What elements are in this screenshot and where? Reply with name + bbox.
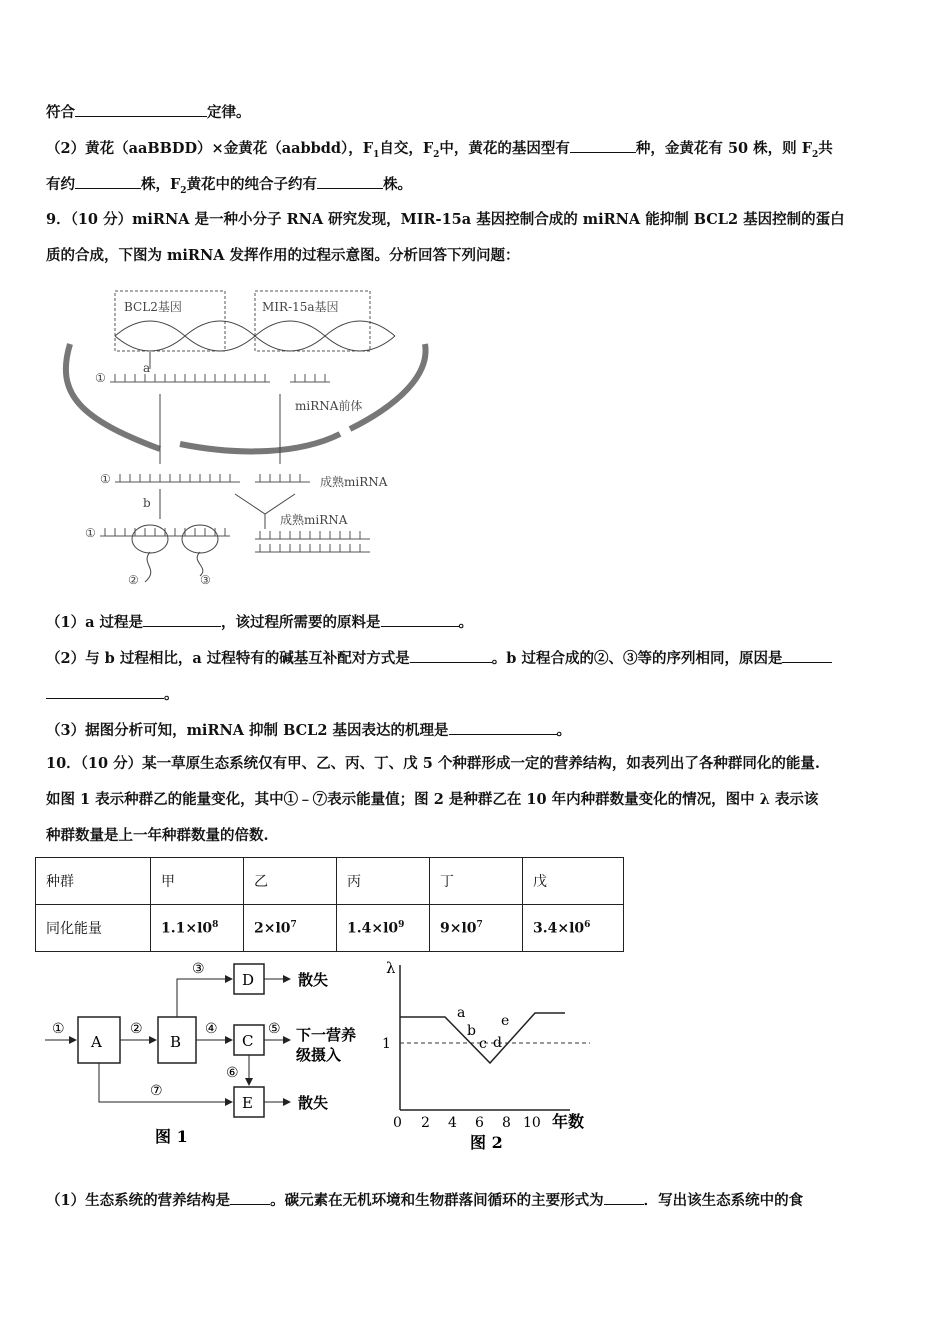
x-tick-label: 4: [448, 1115, 457, 1131]
box-a-label: A: [91, 1033, 102, 1051]
mirna-diagram: [40, 284, 440, 594]
energy-flow-diagram: [40, 955, 370, 1150]
mirna-precursor-strand: [290, 374, 330, 382]
q8-part2-line-1: （2）黄花（aaBBDD）×金黄花（aabbdd），$F_1$自交，$F_2$中，黄花的基因型有 种，金黄花有 50 株，则 $F_2$共: [46, 140, 833, 160]
table-header-cell: 戊: [523, 858, 624, 905]
table-row: [36, 905, 624, 952]
point-c-label: c: [479, 1036, 487, 1052]
q9-sub2-line-2: 。: [46, 684, 179, 705]
box-b-label: B: [170, 1033, 182, 1051]
loss-label-e: 散失: [298, 1094, 329, 1112]
blank-reason-2[interactable]: [46, 684, 164, 699]
mirna-mrna-complex: [255, 531, 370, 539]
flow-6-label: ⑥: [226, 1065, 239, 1081]
bcl2-mrna-strand: [110, 374, 270, 382]
x-tick-label: 0: [393, 1115, 402, 1131]
dna-helix-strand: [115, 321, 255, 351]
nuclear-envelope: [350, 344, 426, 429]
box-d-label: D: [242, 971, 255, 989]
flow-7-arrow: [99, 1063, 232, 1102]
q10-stem-line-3: 种群数量是上一年种群数量的倍数.: [46, 827, 269, 844]
next-level-label: 下一营养: [296, 1026, 357, 1044]
nuclear-envelope: [66, 344, 160, 449]
q8-line-1: 符合 定律。: [46, 104, 251, 121]
mature-mirna-strand: [255, 474, 310, 482]
blank-trophic-structure[interactable]: [230, 1190, 270, 1205]
point-e-label: e: [501, 1013, 510, 1029]
blank-carbon-form[interactable]: [604, 1190, 644, 1205]
flow-5-label: ⑤: [268, 1021, 281, 1037]
blank-raw-material[interactable]: [381, 612, 459, 627]
table-header-cell: 丙: [337, 858, 430, 905]
bcl2-mrna-cytoplasm: [115, 474, 240, 482]
flow-4-label: ④: [205, 1021, 218, 1037]
q8-part2-line-2: 有约 株，$F_2$黄花中的纯合子约有 株。: [46, 176, 413, 196]
flow-7-label: ⑦: [150, 1083, 163, 1099]
flow-3-label: ③: [192, 961, 205, 977]
flow-3-arrow: [177, 979, 232, 1017]
table-row-label: 同化能量: [36, 905, 151, 952]
blank-law[interactable]: [75, 102, 207, 117]
blank-homozygote-count[interactable]: [317, 174, 383, 189]
energy-table: [35, 857, 624, 952]
bcl2-gene-label: BCL2基因: [124, 300, 182, 314]
table-row: [36, 858, 624, 905]
circle-1-label: ①: [95, 371, 106, 385]
x-tick-label: 6: [475, 1115, 484, 1131]
mir15a-gene-label: MIR-15a基因: [262, 300, 339, 314]
q9-stem-line-2: 质的合成，下图为 miRNA 发挥作用的过程示意图。分析回答下列问题：: [46, 247, 520, 264]
table-cell: $1.1\times l0^8$: [151, 905, 244, 952]
blank-process-a[interactable]: [143, 612, 221, 627]
box-c-label: C: [242, 1032, 254, 1050]
y-axis-label: λ: [386, 959, 396, 977]
flow-2-label: ②: [130, 1021, 143, 1037]
box-e-label: E: [242, 1094, 253, 1112]
circle-1-label-cytoplasm: ①: [100, 472, 111, 486]
dna-helix-strand: [255, 321, 395, 351]
loss-label-d: 散失: [298, 971, 329, 989]
process-b-label: b: [143, 496, 151, 510]
q10-stem-line-1: 10．（10 分）某一草原生态系统仅有甲、乙、丙、丁、戊 5 个种群形成一定的营养结构，如表列出了各种群同化的能量.: [46, 755, 820, 772]
q9-sub3: （3）据图分析可知，miRNA 抑制 BCL2 基因表达的机理是 。: [46, 722, 571, 739]
flow-1-label: ①: [52, 1021, 65, 1037]
blank-reason-1[interactable]: [782, 648, 832, 663]
table-cell: $9\times l0^7$: [430, 905, 523, 952]
translating-mrna: [100, 528, 230, 536]
ribosome: [132, 525, 168, 553]
blank-mechanism[interactable]: [449, 720, 557, 735]
blank-yellow-count[interactable]: [75, 174, 141, 189]
q9-stem-line-1: 9．（10 分）miRNA 是一种小分子 RNA 研究发现，MIR-15a 基因控制合成的 miRNA 能抑制 BCL2 基因控制的蛋白: [46, 211, 845, 228]
q9-sub1: （1）a 过程是 ，该过程所需要的原料是 。: [46, 614, 474, 631]
nuclear-envelope: [180, 434, 340, 451]
circle-2-label: ②: [128, 573, 139, 587]
table-cell: $3.4\times l0^6$: [523, 905, 624, 952]
x-tick-label: 2: [421, 1115, 430, 1131]
peptide-chain: [145, 552, 151, 582]
table-header-cell: 甲: [151, 858, 244, 905]
table-cell: $1.4\times l0^9$: [337, 905, 430, 952]
circle-3-label: ③: [200, 573, 211, 587]
next-level-label-2: 级摄入: [296, 1046, 342, 1064]
x-tick-label: 8: [502, 1115, 511, 1131]
point-b-label: b: [467, 1023, 476, 1039]
q10-stem-line-2: 如图 1 表示种群乙的能量变化，其中①﹣⑦表示能量值；图 2 是种群乙在 10 年内种群数量变化的情况，图中 λ 表示该: [46, 791, 819, 808]
blank-base-pairing[interactable]: [410, 648, 492, 663]
table-header-cell: 乙: [244, 858, 337, 905]
table-header-cell: 丁: [430, 858, 523, 905]
mirna-mrna-complex: [255, 544, 370, 552]
circle-1-label-ribosome: ①: [85, 526, 96, 540]
point-d-label: d: [493, 1035, 502, 1051]
blank-genotype-count[interactable]: [570, 138, 636, 153]
mirna-precursor-label: miRNA前体: [295, 399, 363, 413]
mature-mirna-label: 成熟miRNA: [320, 475, 388, 489]
table-cell: $2\times l0^7$: [244, 905, 337, 952]
lambda-chart: [375, 955, 605, 1155]
ribosome: [182, 525, 218, 553]
q10-sub1: （1）生态系统的营养结构是 。碳元素在无机环境和生物群落间循环的主要形式为 ．写出该生态系统中的食: [46, 1192, 804, 1209]
mature-mirna-label-2: 成熟miRNA: [280, 513, 348, 527]
point-a-label: a: [457, 1005, 466, 1021]
x-axis-label: 年数: [552, 1112, 585, 1131]
x-tick-label: 10: [523, 1115, 541, 1131]
process-a-label: a: [143, 361, 151, 375]
figure-2-caption: 图 2: [470, 1133, 503, 1152]
table-header-cell: 种群: [36, 858, 151, 905]
figure-1-caption: 图 1: [155, 1127, 188, 1146]
q9-sub2-line-1: （2）与 b 过程相比，a 过程特有的碱基互补配对方式是 。b 过程合成的②、③等的序列相同，原因是: [46, 648, 832, 669]
ref-tick-label: 1: [382, 1036, 391, 1052]
